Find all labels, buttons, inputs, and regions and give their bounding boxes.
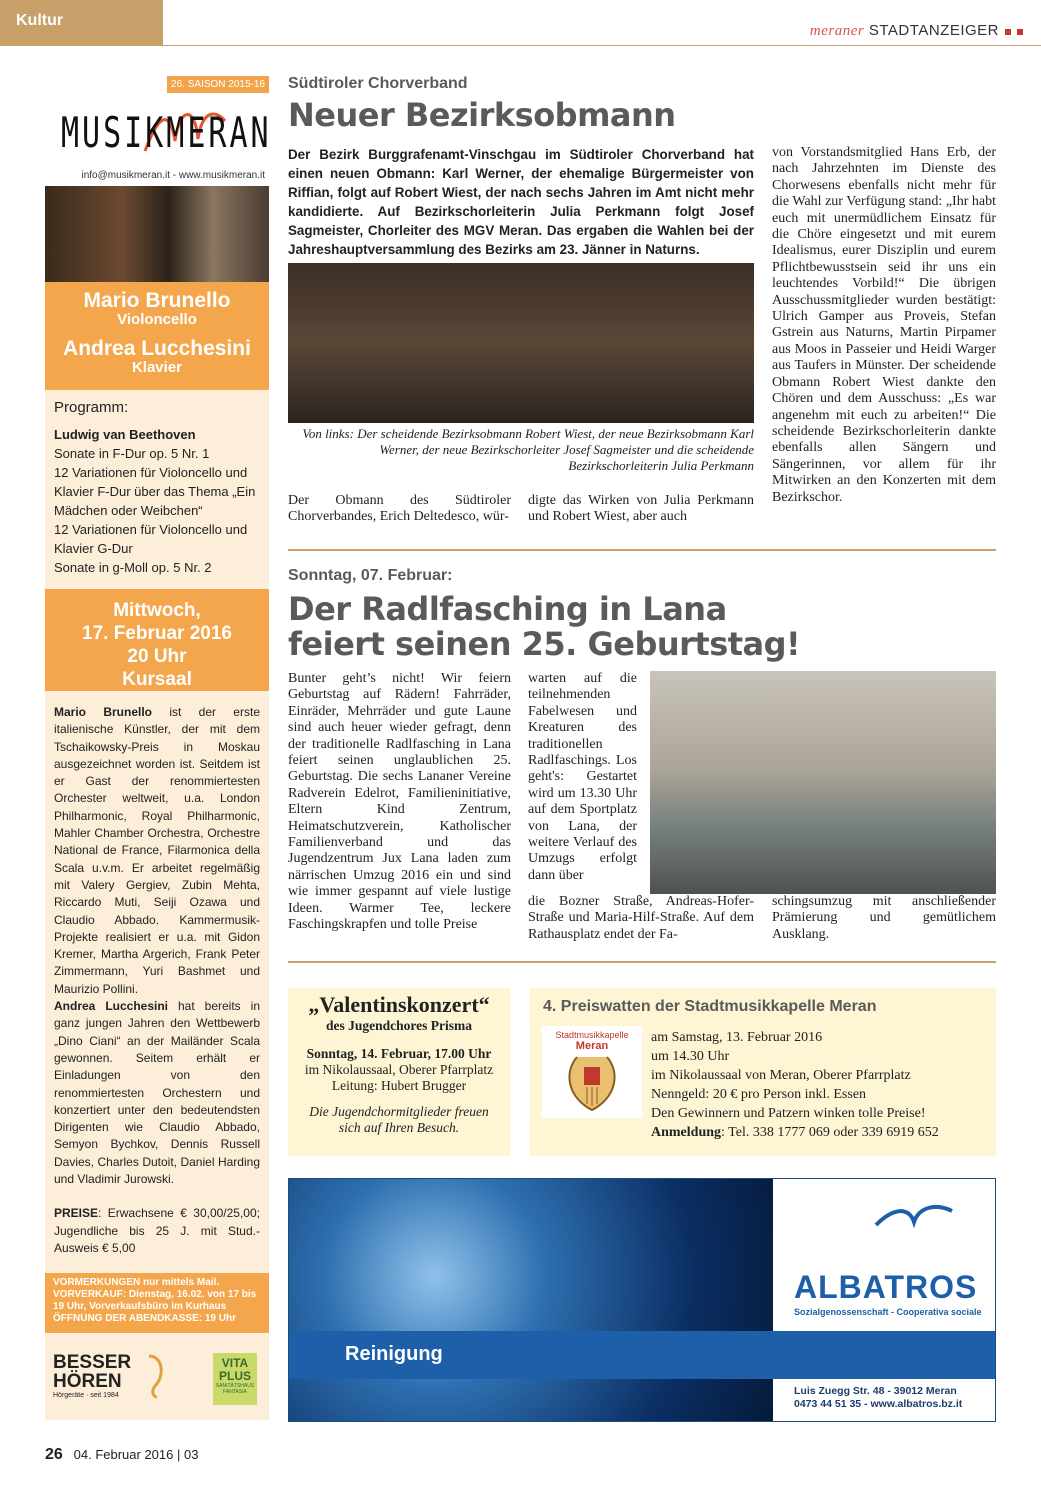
albatros-address [794, 1385, 962, 1411]
program-list [45, 390, 269, 585]
box-1-title: „Valentinskonzert“ [308, 992, 490, 1017]
box-2-details [651, 1028, 939, 1142]
article-1-kicker: Südtiroler Chorverband [288, 75, 468, 92]
box-2-line: im Nikolaussaal von Meran, Oberer Pfarrplatz [651, 1068, 911, 1083]
box-1-date: Sonntag, 14. Februar, 17.00 Uhr [306, 1046, 492, 1061]
artist-2-instrument: Klavier [131, 359, 183, 376]
concert-date-panel [45, 589, 269, 691]
albatros-bird-icon [874, 1197, 954, 1237]
top-rule [0, 45, 1041, 46]
masthead-stadtanzeiger: STADTANZEIGER [868, 22, 999, 39]
article-1-col-1: Der Obmann des Südtiroler Chorverbandes, Erich Deltedesco, wür- [288, 493, 511, 525]
article-2-col-3: schingsumzug mit anschließender Prämierung und gemütlichem Ausklang. [772, 894, 996, 942]
musikmeran-logo: MUSIKMERAN [61, 109, 272, 158]
albatros-brand: ALBATROS [794, 1269, 978, 1305]
albatros-subtitle: Sozialgenossenschaft - Cooperativa sociale [794, 1307, 982, 1317]
booking-line-2: VORVERKAUF: Dienstag, 16.02. von 17 bis 19 Uhr, Vorverkaufsbüro im Kurhaus [53, 1289, 257, 1312]
page-number: 26 [45, 1446, 63, 1463]
reinigung-label: Reinigung [345, 1343, 443, 1365]
box-1-subtitle: des Jugendchores Prisma [325, 1018, 472, 1033]
artists-photo [45, 186, 269, 282]
photo-1-caption: Von links: Der scheidende Bezirksobmann Robert Wiest, der neue Bezirksobmann Karl Werner, der neue Bezirkschorleiter Josef Sagmeister und die scheidende Bezirkschorleiterin Julia Perkmann [302, 426, 754, 473]
vita-plus-logo [213, 1353, 257, 1405]
address-line: Luis Zuegg Str. 48 - 39012 Meran [794, 1385, 957, 1397]
lyre-icon [562, 1052, 622, 1114]
date-time: 20 Uhr [127, 646, 187, 667]
box-1-place: im Nikolaussaal, Oberer Pfarrplatz [304, 1062, 494, 1077]
registration-label: Anmeldung [651, 1125, 722, 1140]
box-2-line: um 14.30 Uhr [651, 1049, 730, 1064]
phone-web-line: 0473 44 51 35 - www.albatros.bz.it [794, 1398, 963, 1410]
page-footer [45, 1446, 198, 1464]
composer: Ludwig van Beethoven [54, 427, 196, 442]
article-1-lead: Der Bezirk Burggrafenamt-Vinschgau im Südtiroler Chorverband hat einen neuen Obmann: Karl Werner, der ehemalige Bürgermeister von Riffian, folgt auf Robert Wiest, der nach sechs Jahren im Amt nicht mehr kandidierte. Auf Bezirkschorleiterin Julia Perkmann folgt Josef Sagmeister, Chorleiter des MGV Meran. Das ergaben die Wahlen bei der Jahreshauptversammlung des Bezirks am 23. Jänner in Naturns. [288, 147, 754, 257]
sponsor-1-line-b: HÖREN [53, 1371, 122, 1392]
sponsor-1-line-c: Hörgeräte · seit 1984 [53, 1392, 119, 1399]
sponsor-1-line-a: BESSER [53, 1352, 132, 1373]
article-2-col-2: warten auf die teilnehmenden Fabelwesen und Kreaturen des traditionellen Radlfaschings. Los geht's: Gestartet wird um 13.30 Uhr auf dem Sportplatz von Lana, der weitere Verlauf des Umzugs erfolgt dann über [528, 671, 637, 883]
reinigung-bar [289, 1331, 996, 1379]
article-2-kicker: Sonntag, 07. Februar: [288, 567, 453, 584]
prices-label: PREISE [54, 1206, 99, 1221]
article-1-col-3: von Vorstandsmitglied Hans Erb, der nach Jahrzehnten im Dienste des Chorwesens ebenfalls nicht mehr für die Wahl zur Verfügung stand: „Ihr habt euch mit unermüdlichem Einsatz für die Chöre eingesetzt und mit eurem Idealismus, eurer Disziplin und eurem Pflichtbewusstsein seid ihr uns ein leuchtendes Vorbild!“ Die übrigen Ausschussmitglieder wurden bestätigt: Ulrich Gamper aus Proveis, Stefan Gstrein aus Naturns, Martin Pirpamer aus Moos in Passeier und Heidi Warger aus Taufers in Münster. Der scheidende Obmann Robert Wiest dankte den Chören und dem Ausschuss: „Es war angenehm mit euch zu arbeiten!“ Die scheidende Bezirkschorleiterin dankte ebenfalls allen Sängern und Sängerinnen, vor allem für ihr Mitwirken an den Konzerten mit dem Bezirkschor. [772, 145, 996, 505]
valentinskonzert-box [288, 988, 510, 1156]
artist-1-name: Mario Brunello [83, 289, 231, 312]
preiswatten-box [530, 988, 996, 1156]
masthead-meraner: meraner [809, 23, 865, 39]
box-2-line: Nenngeld: 20 € pro Person inkl. Essen [651, 1087, 867, 1102]
date-weekday: Mittwoch, [113, 600, 201, 621]
registration-phone: : Tel. 338 1777 069 oder 339 6919 652 [721, 1125, 939, 1140]
masthead [810, 22, 1023, 40]
bio-2-text: hat bereits in ganz jungen Jahren den Wettbewerb „Dino Ciani“ an der Mailänder Scala gewonnen. Seitem erhält er Einladungen von den renommiertesten Orchestern und konzertiert unter den bedeutendsten Dirigenten wie Claudio Abbado, Semyon Bychkov, Dennis Russell Davies, Charles Dutoit, Daniel Harding und Vladimir Jurowski. [54, 999, 260, 1187]
albatros-ad [288, 1178, 996, 1422]
prices-text: : Erwachsene € 30,00/25,00; Jugendliche bis 25 J. mit Stud.-Ausweis € 5,00 [54, 1206, 260, 1255]
program-item: 12 Variationen für Violoncello und Klavier F-Dur über das Thema „Ein Mädchen oder Weibchen“ [54, 465, 256, 518]
artist-1-instrument: Violoncello [117, 311, 197, 328]
ear-icon [145, 1351, 167, 1401]
logo-line-b: Meran [575, 1040, 609, 1052]
date-day: 17. Februar 2016 [82, 623, 232, 644]
artist-2-name: Andrea Lucchesini [63, 337, 251, 360]
stadtmusikkapelle-logo [542, 1026, 642, 1118]
sponsor-2-line-a: VITA [221, 1356, 249, 1370]
date-venue: Kursaal [122, 669, 192, 690]
choir-board-photo [288, 263, 754, 423]
bio-2-name: Andrea Lucchesini [54, 999, 169, 1014]
article-2-col-2b: die Bozner Straße, Andreas-Hofer-Straße und Maria-Hilf-Straße. Auf dem Rathausplatz endet der Fa- [528, 894, 754, 942]
article-1-headline: Neuer Bezirksobmann [288, 96, 676, 134]
sidebar-header [45, 76, 272, 282]
booking-info [45, 1273, 269, 1333]
bio-1-name: Mario Brunello [54, 705, 152, 719]
booking-line-1: VORMERKUNGEN nur mittels Mail. [53, 1277, 220, 1288]
divider [288, 549, 996, 551]
program-title: Programm: [54, 399, 129, 416]
section-tab: Kultur [0, 0, 163, 45]
box-1-note: Die Jugendchormitglieder freuen sich auf Ihren Besuch. [309, 1104, 489, 1135]
article-2-col-1: Bunter geht’s nicht! Wir feiern Geburtstag auf Rädern! Fahrräder, Einräder, Mehrräder und gute Laune sind auch heuer wieder gefragt, denn der traditionelle Radlfasching in Lana feiert seinen unglaublichen 25. Geburtstag. Die sechs Lananer Vereine Radverein Edelrot, Familieninitiative, Eltern Kind Zentrum, Heimatschutzverein, Katholischer Familienverband und das Jugendzentrum Jux Lana laden zum närrischen Umzug 2016 ein und sind wie immer gespannt auf viele lustige Ideen. Warmer Tee, leckere Faschingskrapfen und tolle Preise [288, 671, 511, 933]
box-1-lead: Leitung: Hubert Brugger [331, 1078, 467, 1093]
box-2-title: 4. Preiswatten der Stadtmusikkapelle Meran [543, 998, 877, 1015]
artist-bio [45, 704, 269, 1257]
concert-sidebar [45, 76, 272, 1420]
season-label: 26. SAISON 2015-16 [167, 76, 269, 93]
water-splash-image [289, 1179, 773, 1422]
divider [288, 961, 996, 963]
bio-1-text: ist der erste italienische Künstler, der mit dem Tschaikowsky-Preis in Moskau ausgezeichnet worden ist. Seitdem ist er Gast der renommiertesten Orchester weltweit, u.a. London Philharmonic, Royal Philharmonic, Mahler Chamber Orchestra, Orchestre National de France, Filarmonica della Scala u.v.m. Er arbeitet regelmäßig mit Valery Gergiev, Zubin Mehta, Riccardo Muti, Seiji Ozawa und Claudio Abbado. Kammermusik-Projekte realisiert er u.a. mit Gidon Kremer, Martha Argerich, Frank Peter Zimmermann, Yuri Bashmet und Maurizio Pollini. [54, 705, 260, 996]
logo-line-a: Stadtmusikkapelle [555, 1030, 629, 1040]
article-2-headline-1: Der Radlfasching in Lana [288, 590, 727, 628]
program-item: Sonate in F-Dur op. 5 Nr. 1 [54, 446, 210, 461]
issue-date: 04. Februar 2016 | 03 [73, 1447, 199, 1462]
box-2-line: Den Gewinnern und Patzern winken tolle Preise! [651, 1106, 926, 1121]
contact-line: info@musikmeran.it - www.musikmeran.it [81, 170, 265, 181]
article-2-headline-2: feiert seinen 25. Geburtstag! [288, 625, 801, 663]
article-1-col-2: digte das Wirken von Julia Perkmann und Robert Wiest, aber auch [528, 493, 754, 525]
sponsor-logos [45, 1341, 269, 1420]
sponsor-2-line-b: PLUS [218, 1369, 251, 1383]
sponsor-2-line-c: SANITÄTSHAUS FANTASIA [215, 1383, 255, 1395]
booking-line-3: ÖFFNUNG DER ABENDKASSE: 19 Uhr [53, 1313, 236, 1324]
box-2-line: am Samstag, 13. Februar 2016 [651, 1030, 823, 1045]
radlfasching-photo [650, 671, 996, 894]
program-item: Sonate in g-Moll op. 5 Nr. 2 [54, 560, 212, 575]
besser-hoeren-logo [53, 1353, 155, 1403]
program-item: 12 Variationen für Violoncello und Klavier G-Dur [54, 522, 248, 556]
artists-panel [45, 282, 269, 390]
